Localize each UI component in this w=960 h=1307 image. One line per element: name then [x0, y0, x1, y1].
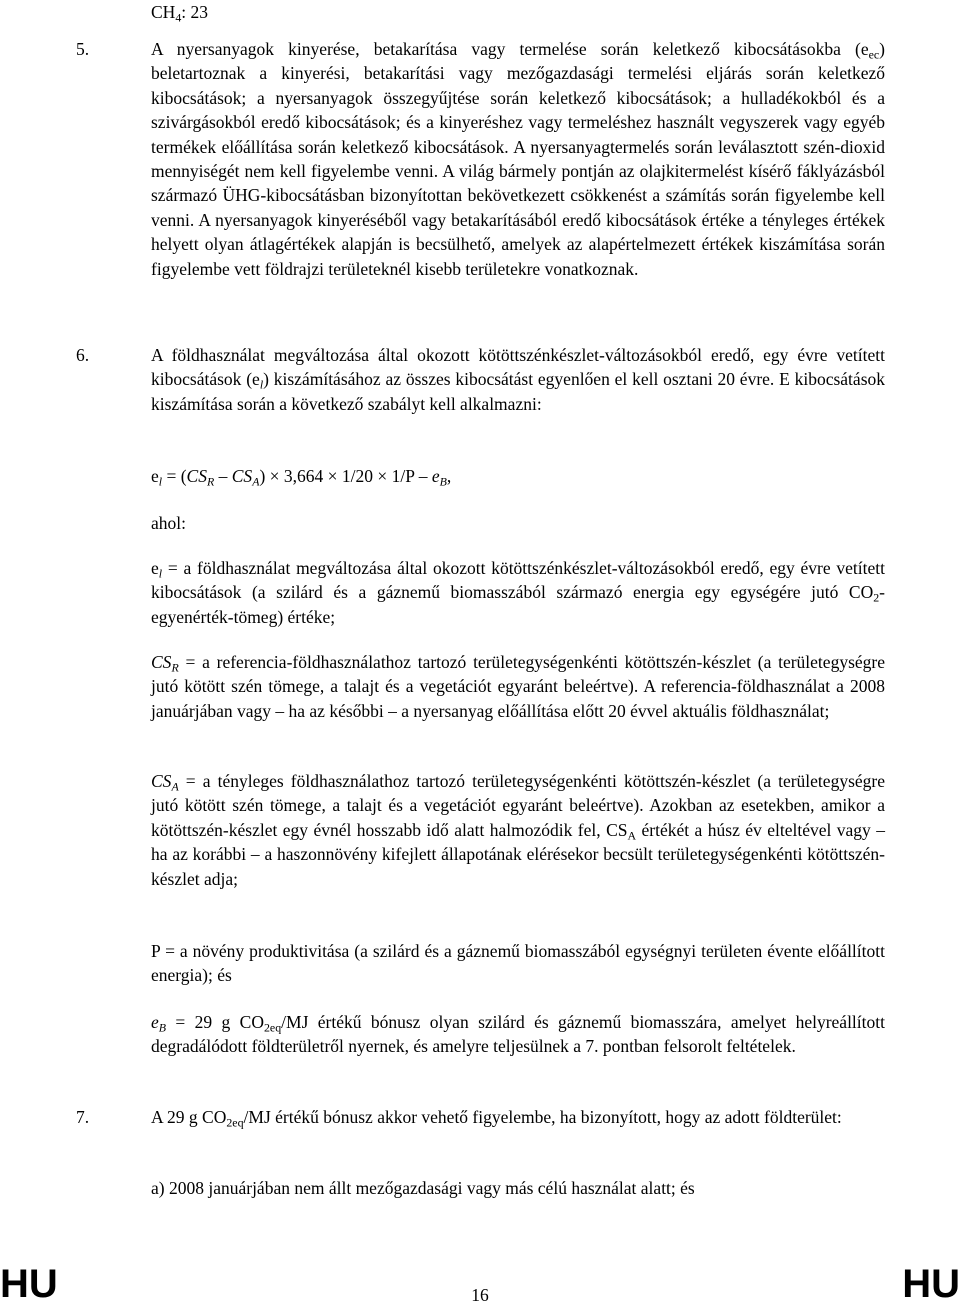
page-number: 16 — [471, 1285, 489, 1305]
item-7-number: 7. — [76, 1107, 90, 1127]
definition-csa: $CS_A = a$ tényleges földhasználathoz tartozó területegységenkénti kötöttszén-készlet (a területegységre jutó kötött szén tömege, a talajt és a vegetációt egyaránt beleértve). Azokban az esetekben, amikor a kötöttszén-készlet egy évnél hosszabb idő alatt halmozódik fel, $CS_A$ értékét a húsz év elteltével vagy – ha az korábbi – a haszonnövény kifejlett állapotának elérésekor becsült területegységenkénti kötöttszén-készlet adja; — [151, 771, 885, 889]
item-7a-point: a) 2008 januárjában nem állt mezőgazdasági vagy más célú használat alatt; és — [151, 1178, 695, 1198]
item-6-number: 6. — [76, 345, 90, 365]
definition-el: $e_l = a$ földhasználat megváltozása által okozott kötöttszénkészlet-változásokból eredő, egy évre vetített kibocsátások (a szilárd és a gáznemű biomasszából származó energia egy egységére jutó $CO_2-egyenérték-tömeg$) értéke; — [151, 558, 885, 627]
ch4-line: $CH_4$: 23 — [151, 2, 209, 25]
footer-language-right: HU — [902, 1262, 960, 1306]
formula: $e_l = (CS_R - CS_A) \times 3,664 \times 1/20 \times 1/P - e_B$, — [151, 466, 452, 489]
item-6-paragraph: A földhasználat megváltozása által okozott kötöttszénkészlet-változásokból eredő, egy évre vetített kibocsátások $(e_l)$ kiszámításához az összes kibocsátást egyenlően el kell osztani 20 évre. E kibocsátások kiszámítása során a következő szabályt kell alkalmazni: — [151, 345, 886, 414]
item-5-number: 5. — [76, 39, 90, 59]
definition-csr: $CS_R = a$ referencia-földhasználathoz tartozó területegységenkénti kötöttszén-készlet (a területegységre jutó kötött szén tömege, a talajt és a vegetációt egyaránt beleértve). A referencia-földhasználat a 2008 januárjában vagy – ha az későbbi – a nyersanyag előállítása előtt 20 évvel aktuális földhasználat; — [151, 652, 885, 721]
item-7-paragraph: A 29 g $CO_{2eq}/MJ$ értékű bónusz akkor vehető figyelembe, ha bizonyított, hogy az adott földterület: — [151, 1107, 842, 1130]
footer-language-left: HU — [0, 1262, 58, 1306]
definition-eb: $e_B = 29$ g $CO_{2eq}/MJ$ értékű bónusz olyan szilárd és gáznemű biomasszára, amelyet helyreállított degradálódott földterületről nyernek, és amelyre teljesülnek a 7. pontban felsorolt feltételek. — [151, 1012, 885, 1057]
ahol-label: ahol: — [151, 513, 186, 533]
item-5-paragraph: A nyersanyagok kinyerése, betakarítása vagy termelése során keletkező kibocsátásokba $(e_{ec})$ beletartoznak a kinyerési, betakarítási vagy mezőgazdasági termelési eljárás során keletkező kibocsátások; a nyersanyagok összegyűjtése során keletkező kibocsátások; a hulladékokból és a szivárgásokból eredő kibocsátások; és a kinyeréshez vagy termeléshez használt vegyszerek vagy egyéb termékek előállítása során keletkező kibocsátások. A nyersanyagtermelés során leválasztott szén-dioxid mennyiségét nem kell figyelembe venni. A világ bármely pontján az olajkitermelést kísérő fáklyázásból származó ÜHG-kibocsátásban bizonyítottan bekövetkezett csökkenést a számítás során figyelembe kell venni. A nyersanyagok kinyeréséből vagy betakarításából eredő kibocsátások értéke a tényleges értékek helyett olyan átlagértékek alapján is becsülhető, amelyek az alapértelmezett értékek kiszámítása során figyelembe vett földrajzi területeknél kisebb területekre vonatkoznak. — [151, 39, 885, 279]
definition-p: P = a növény produktivitása (a szilárd és a gáznemű biomasszából egységnyi területen évente előállított energia); és — [151, 941, 885, 986]
